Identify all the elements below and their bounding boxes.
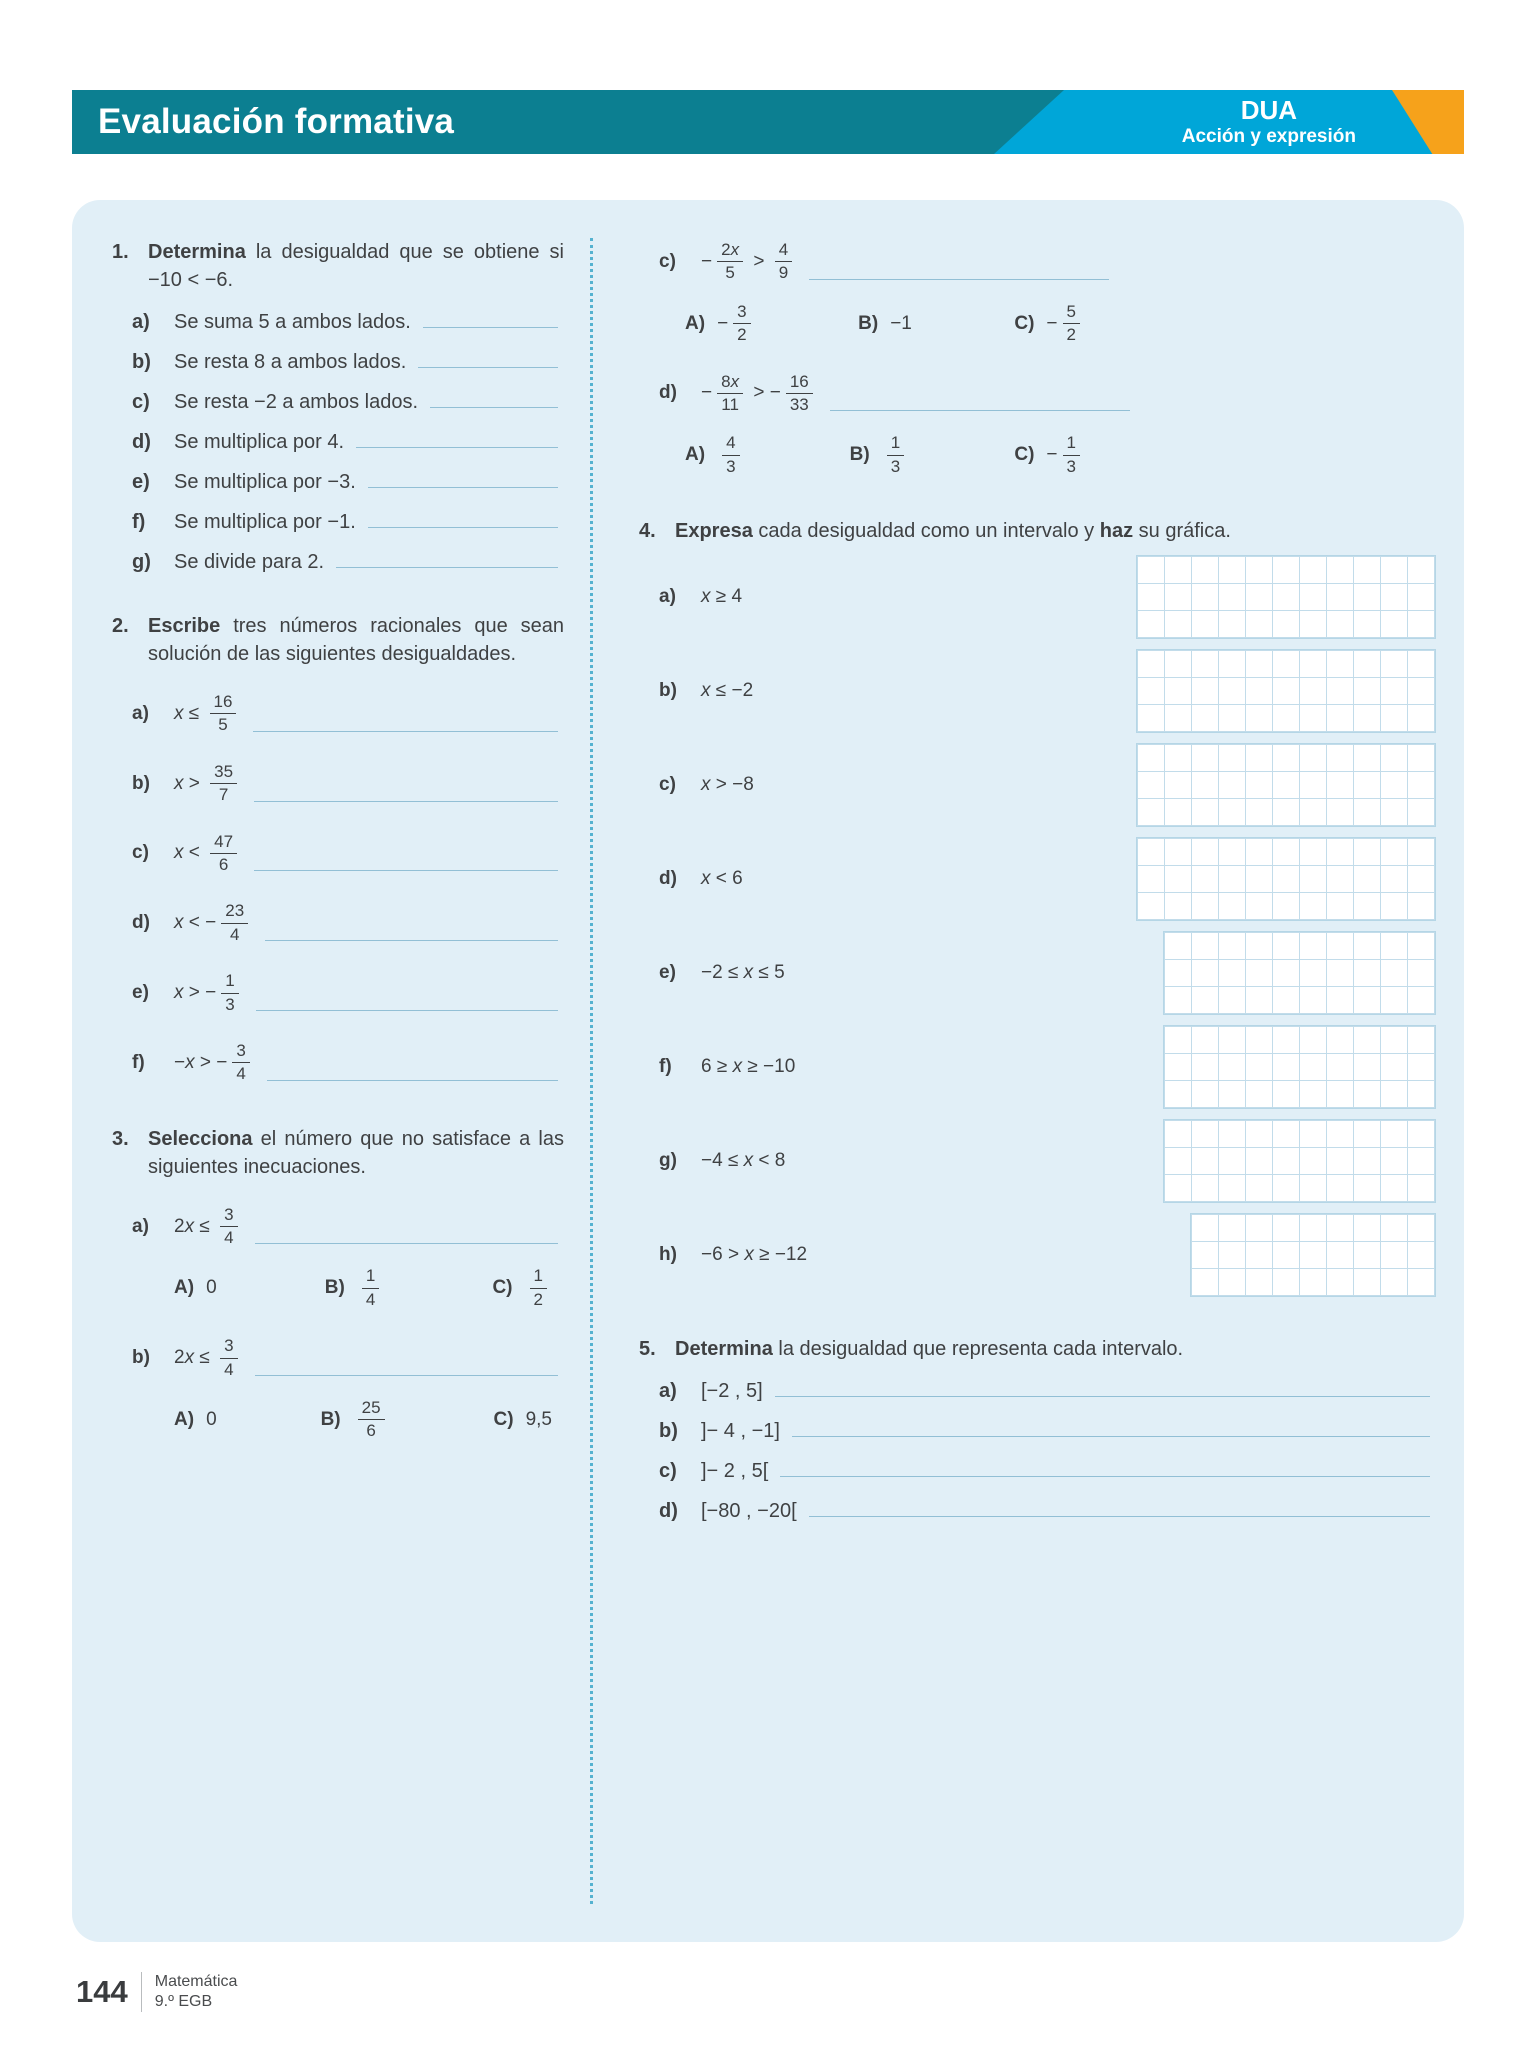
answer-blank[interactable] (792, 1434, 1430, 1437)
math-expression: − $\frac{8x}{11}$ > − $\frac{16}{33}$ (701, 370, 818, 418)
fraction-numerator: 23 (221, 901, 248, 923)
fraction (220, 1336, 237, 1380)
options-row (174, 1396, 552, 1444)
math-expression: 6 ≥ x ≥ −10 (701, 1056, 796, 1078)
math-expression: −6 > x ≥ −12 (701, 1244, 808, 1266)
option-label: A) (685, 444, 706, 466)
list-item (112, 311, 564, 334)
graph-grid[interactable] (1163, 1119, 1436, 1203)
math-expression (882, 431, 909, 479)
option-label: B) (324, 1277, 345, 1299)
footer (76, 1972, 237, 2012)
math-expression: 0 (206, 1408, 217, 1430)
footer-grade: 9.º EGB (154, 1993, 213, 2010)
item-label: f) (132, 1051, 145, 1073)
left-column (112, 238, 564, 1904)
answer-blank[interactable] (423, 325, 558, 328)
item-text: [−80 , −20[ (701, 1500, 797, 1523)
list-item (639, 1213, 1436, 1297)
question-lead-text: Escribe tres números racionales que sean solución de las siguientes desigualdades. (148, 615, 564, 665)
fraction-denominator: 3 (890, 456, 901, 476)
item-text: ]− 4 , −1] (701, 1420, 780, 1443)
fraction (221, 971, 238, 1015)
fraction-numerator: 35 (210, 762, 237, 784)
fraction-denominator: 3 (225, 994, 235, 1014)
fraction-denominator: 6 (366, 1421, 376, 1441)
answer-blank[interactable] (780, 1474, 1430, 1477)
math-expression: x < $\frac{47}{6}$ (174, 830, 242, 878)
answer-blank[interactable] (368, 485, 558, 488)
item-label: b) (132, 1347, 150, 1369)
math-expression (717, 431, 744, 479)
answer-blank[interactable] (430, 405, 558, 408)
math-expression: −4 ≤ x < 8 (701, 1150, 786, 1172)
answer-blank[interactable] (775, 1394, 1430, 1397)
option-label: B) (849, 444, 870, 466)
list-item (639, 1460, 1436, 1483)
fraction-numerator: 25 (358, 1398, 385, 1420)
fraction-numerator: 1 (362, 1266, 379, 1288)
item-label: b) (132, 351, 151, 373)
item-label: b) (659, 680, 677, 702)
option-label: B) (320, 1408, 341, 1430)
option[interactable] (325, 1264, 385, 1312)
option-label: A) (174, 1277, 195, 1299)
answer-blank[interactable] (254, 868, 558, 871)
item-label: f) (659, 1056, 672, 1078)
list-item (112, 551, 564, 574)
list-item (112, 1039, 564, 1087)
fraction (210, 832, 237, 876)
list-item (112, 1203, 564, 1251)
option-label: C) (1014, 312, 1035, 334)
fraction-numerator: 3 (232, 1041, 249, 1063)
item-text: Se multiplica por −3. (174, 471, 356, 493)
answer-blank[interactable] (255, 1373, 558, 1376)
fraction (722, 433, 739, 477)
options-row (685, 300, 1085, 348)
list-item (112, 391, 564, 414)
fraction (786, 372, 813, 416)
math-expression: x ≤ $\frac{16}{5}$ (174, 690, 241, 738)
item-text: [−2 , 5] (701, 1380, 763, 1403)
fraction-denominator: 33 (789, 394, 809, 414)
answer-blank[interactable] (809, 277, 1109, 280)
fraction-numerator: 4 (722, 433, 739, 455)
item-label: c) (132, 842, 149, 864)
dua-sublabel: Acción y expresión (1181, 126, 1356, 148)
fraction (530, 1266, 547, 1310)
fraction-denominator: 3 (726, 456, 736, 476)
math-expression: x < 6 (701, 868, 743, 890)
option[interactable] (1014, 431, 1085, 479)
graph-grid[interactable] (1136, 837, 1436, 921)
fraction-denominator: 4 (224, 1359, 234, 1379)
graph-grid[interactable] (1163, 1025, 1436, 1109)
list-item (639, 1119, 1436, 1203)
graph-grid[interactable] (1136, 649, 1436, 733)
item-label: d) (659, 1500, 678, 1523)
math-expression: − $\frac{3}{2}$ (717, 300, 756, 348)
option[interactable] (174, 1409, 217, 1431)
question-lead (112, 612, 564, 668)
fraction (717, 372, 743, 416)
answer-blank[interactable] (253, 729, 558, 732)
fraction-numerator: 1 (1063, 433, 1080, 455)
option[interactable] (492, 1264, 552, 1312)
fraction (232, 1041, 249, 1085)
answer-blank[interactable] (356, 445, 558, 448)
math-expression: x > $\frac{35}{7}$ (174, 760, 242, 808)
list-item (639, 1500, 1436, 1523)
question-lead (112, 1125, 564, 1181)
item-label: a) (132, 311, 150, 333)
question-lead-text: Determina la desigualdad que se obtiene si −10 < −6. (148, 241, 564, 291)
fraction-numerator: 3 (733, 302, 750, 324)
fraction (362, 1266, 379, 1310)
answer-blank[interactable] (256, 1008, 558, 1011)
graph-grid[interactable] (1136, 555, 1436, 639)
list-item (112, 690, 564, 738)
page-title: Evaluación formativa (98, 102, 455, 141)
list-item (639, 837, 1436, 921)
footer-subject: Matemática (154, 1973, 238, 1990)
option[interactable] (850, 431, 910, 479)
fraction (887, 433, 904, 477)
option[interactable] (494, 1409, 552, 1431)
item-label: a) (659, 1380, 677, 1403)
list-item (112, 830, 564, 878)
item-label: c) (132, 391, 150, 413)
footer-divider (141, 1972, 142, 2012)
option[interactable] (858, 313, 912, 335)
question-number: 5. (639, 1338, 656, 1361)
item-text: Se suma 5 a ambos lados. (174, 311, 411, 333)
option-label: B) (858, 312, 879, 334)
fraction (210, 762, 237, 806)
math-expression: − x > − $\frac{3}{4}$ (174, 1039, 255, 1087)
fraction-numerator: 1 (530, 1266, 547, 1288)
list-item (639, 931, 1436, 1015)
question-number: 2. (112, 615, 129, 637)
fraction-numerator: 3 (220, 1336, 237, 1358)
fraction-denominator: 4 (224, 1228, 234, 1248)
option[interactable] (685, 431, 745, 479)
item-label: c) (659, 774, 676, 796)
answer-blank[interactable] (336, 565, 558, 568)
item-label: d) (659, 382, 677, 404)
answer-blank[interactable] (265, 938, 558, 941)
answer-blank[interactable] (809, 1514, 1430, 1517)
fraction (733, 302, 750, 346)
math-expression: −2 ≤ x ≤ 5 (701, 962, 785, 984)
math-expression: x > −8 (701, 774, 754, 796)
list-item (112, 969, 564, 1017)
header-bar (72, 90, 1464, 154)
fraction-denominator: 5 (725, 263, 735, 283)
fraction (1063, 433, 1080, 477)
item-text: ]− 2 , 5[ (701, 1460, 769, 1483)
question-number: 1. (112, 241, 129, 263)
math-expression: 9,5 (525, 1408, 552, 1430)
options-row (174, 1264, 552, 1312)
fraction-numerator: 5 (1063, 302, 1080, 324)
option-label: C) (1014, 444, 1035, 466)
list-item (112, 760, 564, 808)
answer-blank[interactable] (418, 365, 558, 368)
item-text: Se multiplica por 4. (174, 431, 345, 453)
fraction-denominator: 6 (218, 854, 229, 874)
list-item (112, 1334, 564, 1382)
right-column (593, 238, 1464, 1904)
math-expression: x ≤ −2 (701, 680, 754, 702)
list-item (112, 471, 564, 494)
question-lead (112, 238, 564, 294)
item-text: Se resta −2 a ambos lados. (174, 391, 419, 413)
list-item (639, 1420, 1436, 1443)
math-expression: 2 x ≤ $\frac{3}{4}$ (174, 1203, 243, 1251)
fraction-denominator: 4 (236, 1064, 246, 1084)
list-item (112, 431, 564, 454)
math-expression (525, 1264, 552, 1312)
item-text: Se resta 8 a ambos lados. (174, 351, 407, 373)
question-lead-text: Expresa cada desigualdad como un intervalo y haz su gráfica. (675, 520, 1231, 543)
item-label: a) (659, 586, 676, 608)
option[interactable] (321, 1396, 390, 1444)
list-item (112, 351, 564, 374)
fraction-denominator: 4 (229, 924, 240, 944)
answer-blank[interactable] (254, 799, 558, 802)
question-number: 3. (112, 1127, 129, 1150)
page-number: 144 (76, 1974, 128, 2009)
math-expression: − $\frac{1}{3}$ (1046, 431, 1085, 479)
dua-banner (1182, 95, 1356, 149)
fraction-denominator: 2 (533, 1289, 543, 1309)
list-item (639, 555, 1436, 639)
fraction (220, 1205, 237, 1249)
fraction (221, 901, 248, 945)
list-item (639, 238, 1436, 286)
fraction-denominator: 2 (1066, 325, 1076, 345)
fraction-denominator: 4 (365, 1289, 376, 1309)
fraction-denominator: 7 (218, 785, 229, 805)
footer-text (155, 1972, 238, 2012)
fraction (210, 692, 237, 736)
fraction (717, 240, 743, 284)
math-expression: 0 (206, 1277, 217, 1299)
answer-blank[interactable] (830, 408, 1130, 411)
math-expression: − $\frac{5}{2}$ (1046, 300, 1085, 348)
list-item (112, 899, 564, 947)
item-label: a) (132, 702, 149, 724)
math-expression (353, 1396, 390, 1444)
fraction-denominator: 3 (1066, 456, 1076, 476)
item-label: c) (659, 250, 676, 272)
question-number: 4. (639, 520, 656, 543)
option-label: C) (492, 1277, 513, 1299)
option-label: C) (493, 1408, 514, 1430)
item-text: Se divide para 2. (174, 551, 325, 573)
question-lead (639, 517, 1436, 545)
math-expression (357, 1264, 384, 1312)
fraction (775, 240, 792, 284)
option[interactable] (685, 300, 756, 348)
option[interactable] (174, 1277, 217, 1299)
list-item (639, 649, 1436, 733)
fraction-numerator: 1 (887, 433, 904, 455)
math-expression: 2 x ≤ $\frac{3}{4}$ (174, 1334, 243, 1382)
list-item (639, 370, 1436, 418)
list-item (639, 743, 1436, 827)
graph-grid[interactable] (1190, 1213, 1436, 1297)
options-row (685, 431, 1085, 479)
fraction-numerator: 4 (775, 240, 792, 262)
math-expression: x > − $\frac{1}{3}$ (174, 969, 244, 1017)
item-label: d) (132, 912, 150, 934)
graph-grid[interactable] (1136, 743, 1436, 827)
question-lead-text: Determina la desigualdad que representa cada intervalo. (675, 1338, 1184, 1361)
fraction-numerator: 47 (210, 832, 237, 854)
answer-blank[interactable] (255, 1241, 558, 1244)
fraction-denominator: 9 (778, 263, 789, 283)
list-item (639, 1025, 1436, 1109)
item-label: b) (659, 1420, 678, 1443)
question-lead-text: Selecciona el número que no satisface a las siguientes inecuaciones. (148, 1127, 564, 1178)
fraction-denominator: 2 (737, 325, 747, 345)
math-expression: −1 (890, 312, 912, 334)
item-label: g) (132, 551, 151, 573)
item-label: d) (132, 431, 151, 453)
list-item (112, 511, 564, 534)
fraction (1063, 302, 1080, 346)
math-expression: x < − $\frac{23}{4}$ (174, 899, 253, 947)
item-label: f) (132, 511, 146, 533)
item-label: a) (132, 1215, 149, 1237)
fraction-numerator: 16 (786, 372, 813, 394)
fraction-numerator: 8x (717, 372, 743, 394)
item-label: b) (132, 772, 150, 794)
item-label: e) (659, 962, 676, 984)
fraction-numerator: 2x (717, 240, 743, 262)
answer-blank[interactable] (267, 1078, 558, 1081)
math-expression: − $\frac{2x}{5}$ > $\frac{4}{9}$ (701, 238, 797, 286)
fraction-numerator: 16 (210, 692, 237, 714)
fraction-numerator: 3 (220, 1205, 237, 1227)
option-label: A) (174, 1408, 195, 1430)
question-lead (639, 1335, 1436, 1363)
fraction-denominator: 11 (721, 394, 739, 414)
item-label: c) (659, 1460, 677, 1483)
item-label: e) (132, 982, 149, 1004)
option[interactable] (1014, 300, 1085, 348)
math-expression: x ≥ 4 (701, 586, 743, 608)
list-item (639, 1380, 1436, 1403)
item-label: d) (659, 868, 677, 890)
item-label: h) (659, 1244, 677, 1266)
item-label: e) (132, 471, 150, 493)
fraction-numerator: 1 (221, 971, 238, 993)
option-label: A) (685, 312, 706, 334)
graph-grid[interactable] (1163, 931, 1436, 1015)
fraction-denominator: 5 (218, 715, 228, 735)
item-label: g) (659, 1150, 677, 1172)
item-text: Se multiplica por −1. (174, 511, 356, 533)
fraction (358, 1398, 385, 1442)
dua-label: DUA (1240, 95, 1298, 126)
content-panel (72, 200, 1464, 1942)
answer-blank[interactable] (368, 525, 558, 528)
